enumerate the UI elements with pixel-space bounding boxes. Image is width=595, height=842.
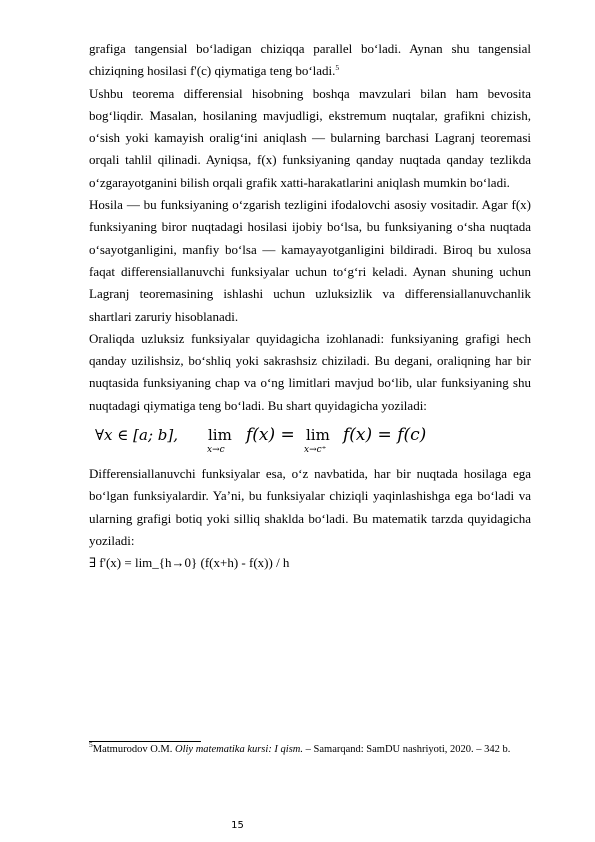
paragraph-4: Differensiallanuvchi funksiyalar esa, o‘z navbatida, har bir nuqtada hosilaga ega bo‘lgan funksiyalardir. Ya’ni, bu funksiyalar chiziqli yaqinlashishga ega bo‘ladi va ularning grafigi botiq yoki silliq shaklda bo‘ladi. Bu matematik tarzda quyidagicha yoziladi: <box>89 466 531 548</box>
formula-lim-right: lim <box>306 426 330 445</box>
formula-forall: ∀x ∈ [a; b], <box>95 426 178 445</box>
page-number: 15 <box>231 820 244 831</box>
footnote-author: Matmurodov O.M. <box>92 744 175 755</box>
paragraph-0-text: grafiga tangensial bo‘ladigan chiziqqa parallel bo‘ladi. Aynan shu tangensial chiziqning hosilasi f'(c) qiymatiga teng bo‘ladi. <box>89 41 531 79</box>
continuity-formula <box>89 417 531 463</box>
footnote-number: 5 <box>89 740 93 749</box>
formula-middle: f(x) = <box>246 425 295 446</box>
paragraph-3: Oraliqda uzluksiz funksiyalar quyidagicha izohlanadi: funksiyaning grafigi hech qanday uzilishsiz, bo‘shliq yoki sakrashsiz chiziladi. Bu degani, oraliqning har bir nuqtasida funksiyaning chap va o‘ng limitlari mavjud bo‘lib, ular funksiyaning shu nuqtadagi qiymatiga teng bo‘ladi. Bu shart quyidagicha yoziladi: <box>89 330 531 413</box>
formula-lim-left: lim <box>208 426 232 445</box>
footnote-ref[interactable]: 5 <box>335 63 340 73</box>
paragraph-1: Ushbu teorema differensial hisobning boshqa mavzulari bilan ham bevosita bog‘liqdir. Masalan, hosilaning mavjudligi, ekstremum nuqtalar, grafikni chizish, o‘sish yoki kamayish oralig‘ini aniqlash — bularning barchasi Lagranj teoremasi orqali tahlil qilinadi. Ayniqsa, f(x) funksiyaning qanday nuqtada qanday tezlikda o‘zgarayotganini bilish orqali grafik xatti-harakatlarini aniqlash mumkin bo‘ladi. <box>89 85 531 190</box>
formula-end: f(x) = f(c) <box>343 425 427 446</box>
paragraph-2: Hosila — bu funksiyaning o‘zgarish tezligini ifodalovchi asosiy vositadir. Agar f(x) funksiyaning biror nuqtadagi hosilasi ijobiy bo‘lsa, bu funksiyaning o‘sha nuqtada o‘sayotganligini, manfiy bo‘lsa — kamayayotganligini bildiradi. Biroq bu xulosa faqat differensiallanuvchi funksiyalar uchun to‘g‘ri keladi. Aynan shuning uchun Lagranj teoremasining ishlashi uchun uzluksizlik va differensiallanuvchanlik shartlari zaruriy hisoblanadi. <box>89 197 531 324</box>
page-body <box>89 38 531 575</box>
footnote-divider <box>89 741 201 742</box>
footnote <box>89 740 531 758</box>
derivative-formula: ∃ f'(x) = lim_{h→0} (f(x+h) - f(x)) / h <box>89 555 290 571</box>
footnote-title: Oliy matematika kursi: I qism. <box>175 744 304 755</box>
paragraph-0 <box>89 38 531 83</box>
footnote-rest: – Samarqand: SamDU nashriyoti, 2020. – 342 b. <box>303 744 511 755</box>
formula-sub-left: x→c <box>207 445 225 456</box>
formula-sub-right: x→c⁺ <box>304 445 327 456</box>
